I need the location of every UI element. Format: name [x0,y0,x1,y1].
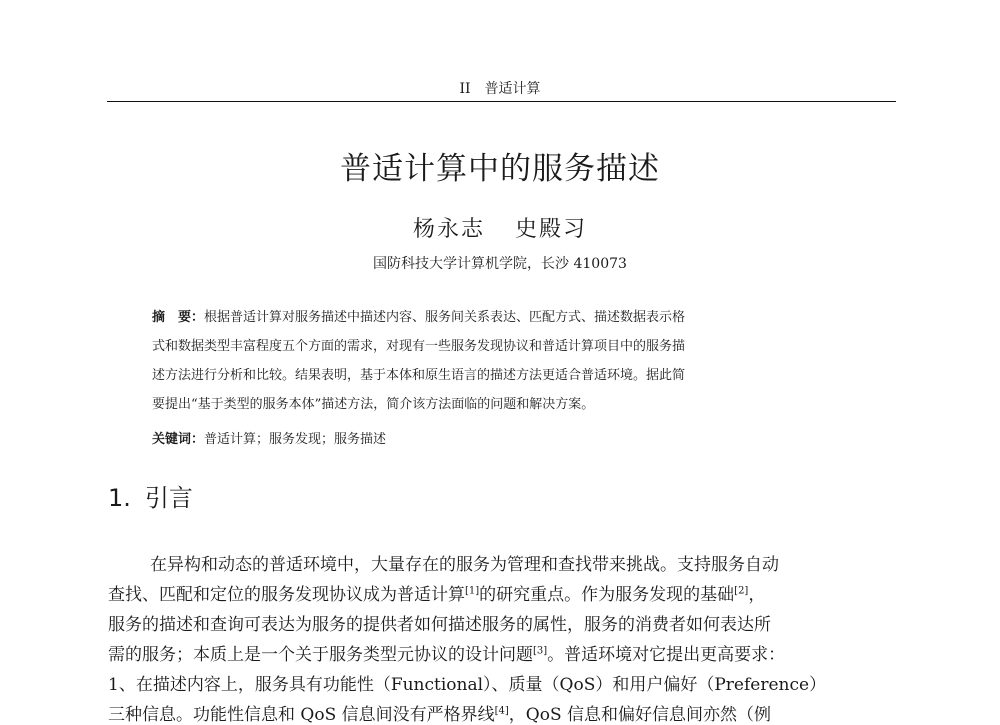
citation-4: [4] [494,705,509,717]
body-line-2: 查找、匹配和定位的服务发现协议成为普适计算[1]的研究重点。作为服务发现的基础[2]， [108,585,766,605]
citation-3: [3] [533,645,548,657]
body-line-5: 1、在描述内容上，服务具有功能性（Functional）、质量（QoS）和用户偏好（Preference） [108,675,827,695]
author-2: 史殿习 [515,217,588,242]
abstract-line-3: 述方法进行分析和比较。结果表明，基于本体和原生语言的描述方法更适合普适环境。据此简 [152,368,686,383]
section-number: 1. [108,484,131,512]
keywords-text: 普适计算；服务发现；服务描述 [204,432,387,447]
citation-2: [2] [734,585,749,597]
author-1: 杨永志 [412,217,485,242]
section-title: 引言 [144,484,193,512]
abstract [152,303,862,419]
body-line-1: 在异构和动态的普适环境中，大量存在的服务为管理和查找带来挑战。支持服务自动 [150,555,779,575]
abstract-label: 摘 要： [152,310,205,325]
body-line-4: 需的服务；本质上是一个关于服务类型元协议的设计问题[3]。普适环境对它提出更高要求： [108,645,786,665]
keywords [152,428,862,447]
paper-title: 普适计算中的服务描述 [340,151,660,187]
abstract-line-4: 要提出“基于类型的服务本体”描述方法，简介该方法面临的问题和解决方案。 [152,397,595,412]
section-heading [108,478,193,513]
keywords-label: 关键词： [152,432,205,447]
header-rule [107,101,896,102]
abstract-line-2: 式和数据类型丰富程度五个方面的需求，对现有一些服务发现协议和普适计算项目中的服务描 [152,339,686,354]
authors [0,212,1000,243]
citation-1: [1] [465,585,480,597]
body-line-6: 三种信息。功能性信息和 QoS 信息间没有严格界线[4]，QoS 信息和偏好信息间亦然（例 [108,705,772,725]
running-head: II 普适计算 [459,81,541,97]
abstract-line-1: 根据普适计算对服务描述中描述内容、服务间关系表达、匹配方式、描述数据表示格 [204,310,686,325]
body-line-3: 服务的描述和查询可表达为服务的提供者如何描述服务的属性，服务的消费者如何表达所 [108,615,771,635]
affiliation: 国防科技大学计算机学院，长沙 410073 [373,256,627,272]
